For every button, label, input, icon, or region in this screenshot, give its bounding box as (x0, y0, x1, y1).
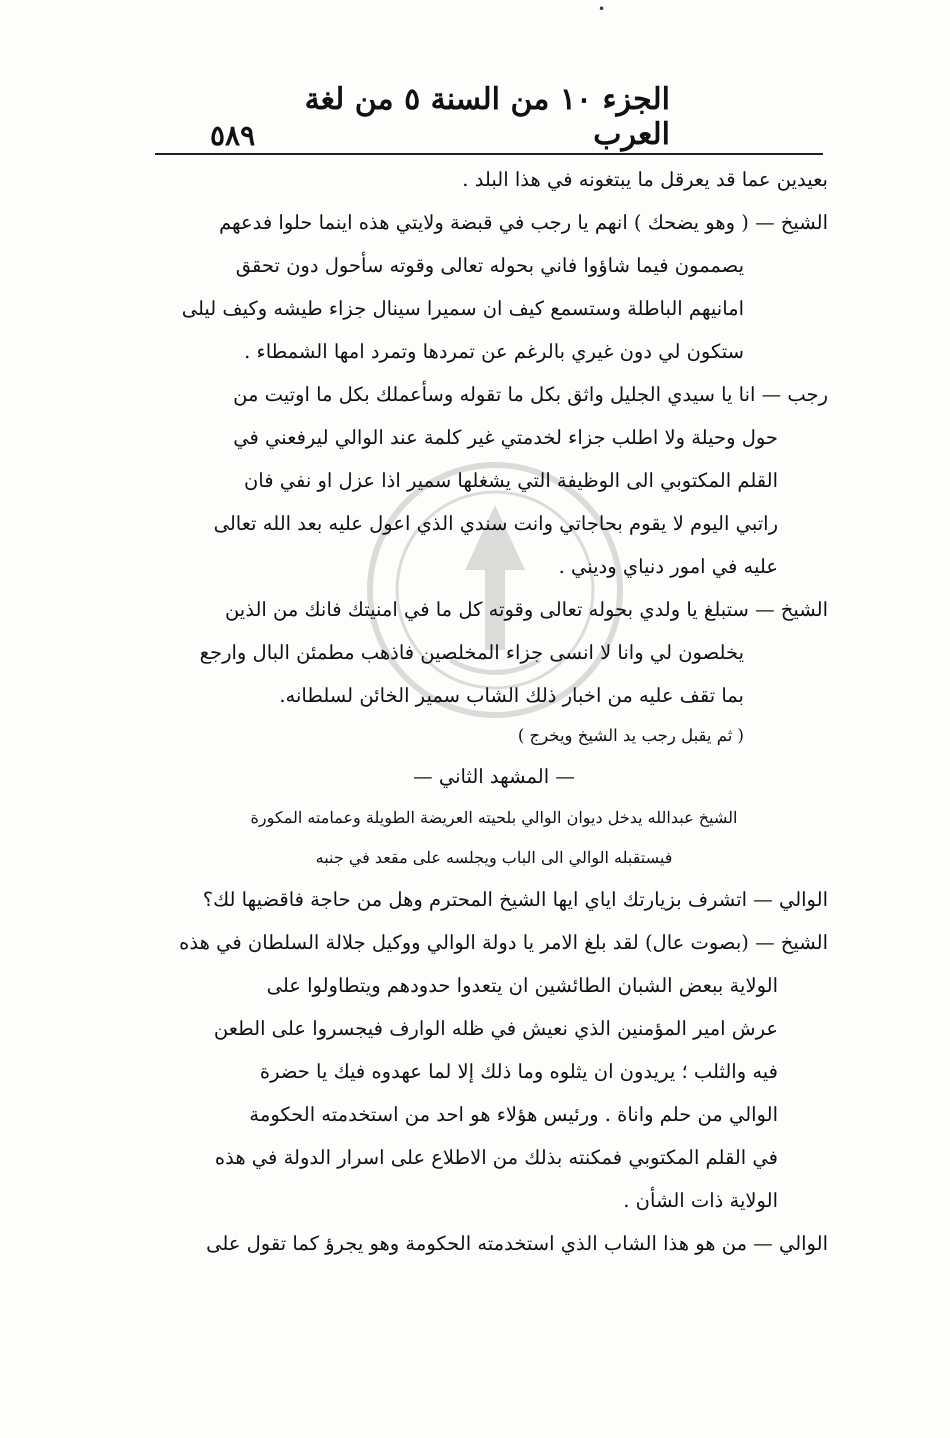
text-line: بما تقف عليه من اخبار ذلك الشاب سمير الخائن لسلطانه. (279, 684, 744, 707)
text-line: الشيخ — ستبلغ يا ولدي بحوله تعالى وقوته كل ما في امنيتك فانك من الذين (224, 598, 828, 621)
text-line: امانيهم الباطلة وستسمع كيف ان سميرا سينال جزاء طيشه وكيف ليلى (181, 297, 744, 320)
text-line: راتبي اليوم لا يقوم بحاجاتي وانت سندي الذي اعول عليه بعد الله تعالى (213, 512, 778, 535)
text-line: القلم المكتوبي الى الوظيفة التي يشغلها سمير اذا عزل او نفي فان (243, 469, 778, 492)
text-line: رجب — انا يا سيدي الجليل واثق بكل ما تقوله وسأعملك بكل ما اوتيت من (233, 383, 828, 406)
text-line: الوالي من حلم واناة . ورئيس هؤلاء هو احد من استخدمته الحكومة (249, 1103, 778, 1126)
document-body (160, 158, 828, 1265)
stage-direction: الشيخ عبدالله يدخل ديوان الوالي بلحيته العريضة الطويلة وعمامته المكورة (250, 808, 738, 827)
scene-heading: — المشهد الثاني — (413, 765, 575, 788)
text-line: الولاية ذات الشأن . (623, 1189, 778, 1212)
header-rule (155, 153, 823, 155)
text-line: الولاية ببعض الشبان الطائشين ان يتعدوا حدودهم ويتطاولوا على (266, 974, 778, 997)
text-line: يصممون فيما شاؤوا فاني بحوله تعالى وقوته سأحول دون تحقق (235, 254, 744, 277)
text-line: الوالي — اتشرف بزيارتك اياي ايها الشيخ المحترم وهل من حاجة فاقضيها لك؟ (202, 888, 828, 911)
text-line: بعيدين عما قد يعرقل ما يبتغونه في هذا البلد . (462, 168, 828, 191)
text-line: فيه والثلب ؛ يريدون ان يثلوه وما ذلك إلا لما عهدوه فيك يا حضرة (259, 1060, 778, 1083)
text-line: الوالي — من هو هذا الشاب الذي استخدمته الحكومة وهو يجرؤ كما تقول على (206, 1232, 828, 1255)
running-head: الجزء ١٠ من السنة ٥ من لغة العرب (304, 82, 670, 152)
stage-direction: فيستقبله الوالي الى الباب ويجلسه على مقعد في جنبه (315, 848, 673, 867)
page-number: ٥٨٩ (210, 119, 256, 152)
text-line: حول وحيلة ولا اطلب جزاء لخدمتي غير كلمة عند الوالي ليرفعني في (233, 426, 778, 449)
page-header (150, 82, 670, 152)
text-line: ستكون لي دون غيري بالرغم عن تمردها وتمرد امها الشمطاء . (244, 340, 744, 363)
stage-direction: ( ثم يقبل رجب يد الشيخ ويخرج ) (517, 726, 744, 745)
text-line: الشيخ — ( وهو يضحك ) انهم يا رجب في قبضة ولايتي هذه اينما حلوا فدعهم (219, 211, 828, 234)
text-line: عليه في امور دنياي وديني . (558, 555, 778, 578)
text-line: عرش امير المؤمنين الذي نعيش في ظله الوارف فيجسروا على الطعن (213, 1017, 778, 1040)
text-line: الشيخ — (بصوت عال) لقد بلغ الامر يا دولة الوالي ووكيل جلالة السلطان في هذه (179, 931, 828, 954)
text-line: في القلم المكتوبي فمكنته بذلك من الاطلاع على اسرار الدولة في هذه (214, 1146, 778, 1169)
scan-speck: • (598, 2, 606, 16)
text-line: يخلصون لي وانا لا انسى جزاء المخلصين فاذهب مطمئن البال وارجع (199, 641, 744, 664)
